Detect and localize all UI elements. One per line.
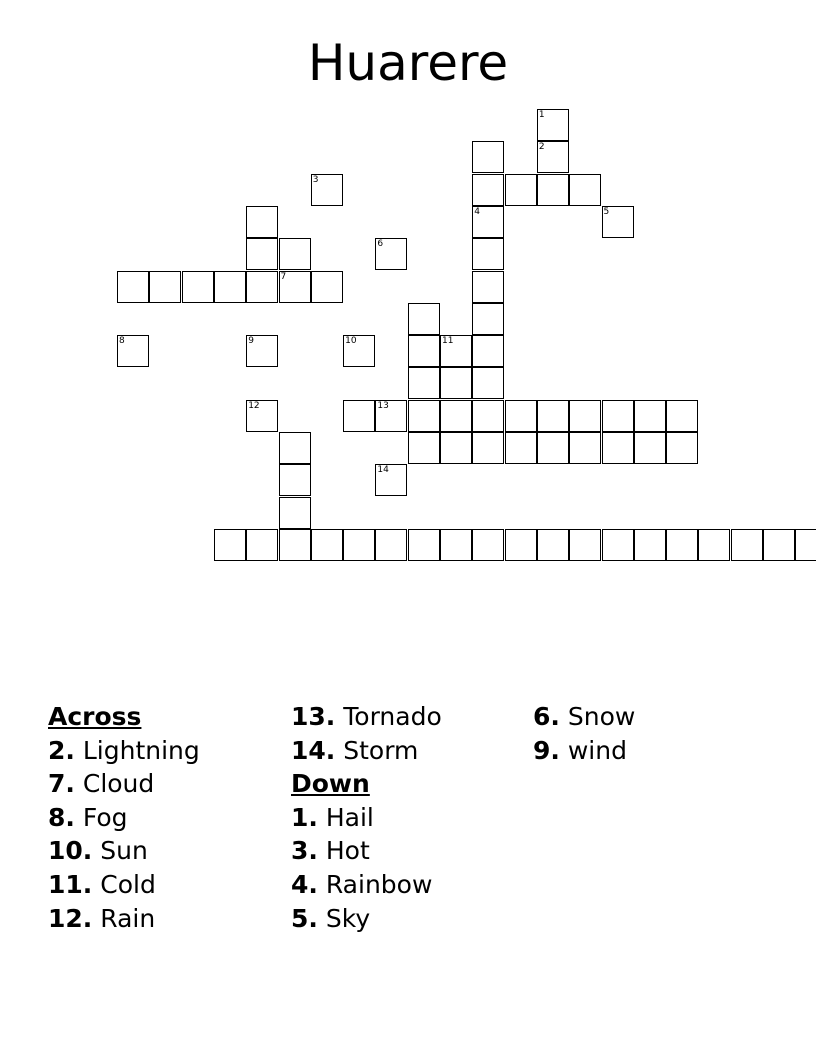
grid-cell[interactable] — [731, 529, 763, 561]
grid-cell[interactable] — [472, 238, 504, 270]
grid-cell[interactable] — [537, 400, 569, 432]
grid-cell[interactable] — [246, 400, 278, 432]
clue-down-9: 9. wind — [533, 735, 627, 765]
grid-cell[interactable] — [440, 367, 472, 399]
grid-cell[interactable] — [698, 529, 730, 561]
clue-down-4: 4. Rainbow — [291, 869, 433, 899]
grid-cell[interactable] — [505, 529, 537, 561]
grid-cell[interactable] — [505, 432, 537, 464]
grid-cell[interactable] — [472, 174, 504, 206]
grid-cell[interactable] — [602, 432, 634, 464]
grid-cell[interactable] — [311, 174, 343, 206]
grid-cell[interactable] — [375, 529, 407, 561]
clue-number: 2 — [538, 142, 545, 153]
grid-cell[interactable] — [505, 174, 537, 206]
down-heading: Down — [291, 769, 370, 799]
grid-cell[interactable] — [279, 238, 311, 270]
grid-cell[interactable] — [634, 400, 666, 432]
grid-cell[interactable] — [472, 432, 504, 464]
grid-cell[interactable] — [182, 271, 214, 303]
grid-cell[interactable] — [472, 400, 504, 432]
grid-cell[interactable] — [343, 400, 375, 432]
clue-number: 1 — [538, 110, 545, 120]
grid-cell[interactable] — [311, 529, 343, 561]
clue-across-7: 7. Cloud — [48, 769, 155, 799]
grid-cell[interactable] — [537, 174, 569, 206]
grid-cell[interactable] — [408, 400, 440, 432]
grid-cell[interactable] — [666, 400, 698, 432]
grid-cell[interactable] — [440, 335, 472, 367]
grid-cell[interactable] — [246, 238, 278, 270]
clue-down-6: 6. Snow — [533, 702, 636, 731]
grid-cell[interactable] — [343, 335, 375, 367]
clue-across-12: 12. Rain — [48, 903, 156, 933]
grid-cell[interactable] — [472, 367, 504, 399]
grid-cell[interactable] — [537, 109, 569, 141]
clue-across-8: 8. Fog — [48, 802, 128, 832]
grid-cell[interactable] — [537, 432, 569, 464]
grid-cell[interactable] — [117, 335, 149, 367]
clue-number: 7 — [280, 271, 287, 282]
clue-number: 6 — [377, 239, 384, 250]
grid-cell[interactable] — [214, 271, 246, 303]
clue-number: 10 — [345, 336, 357, 347]
grid-cell[interactable] — [279, 271, 311, 303]
clue-number: 3 — [312, 174, 319, 185]
grid-cell[interactable] — [472, 141, 504, 173]
grid-cell[interactable] — [602, 529, 634, 561]
grid-cell[interactable] — [440, 529, 472, 561]
grid-cell[interactable] — [279, 432, 311, 464]
clue-number: 5 — [603, 206, 610, 217]
grid-cell[interactable] — [408, 367, 440, 399]
grid-cell[interactable] — [763, 529, 795, 561]
grid-cell[interactable] — [666, 529, 698, 561]
grid-cell[interactable] — [440, 400, 472, 432]
grid-cell[interactable] — [246, 271, 278, 303]
puzzle-title: Huarere — [307, 34, 509, 92]
grid-cell[interactable] — [634, 529, 666, 561]
grid-cell[interactable] — [408, 335, 440, 367]
grid-cell[interactable] — [537, 529, 569, 561]
grid-cell[interactable] — [602, 400, 634, 432]
grid-cell[interactable] — [569, 174, 601, 206]
clue-number: 13 — [377, 400, 389, 411]
grid-cell[interactable] — [279, 464, 311, 496]
clue-number: 9 — [248, 336, 254, 347]
grid-cell[interactable] — [246, 529, 278, 561]
grid-cell[interactable] — [505, 400, 537, 432]
grid-cell[interactable] — [375, 400, 407, 432]
grid-cell[interactable] — [440, 432, 472, 464]
across-heading: Across — [48, 702, 142, 731]
clue-across-2: 2. Lightning — [48, 735, 200, 765]
grid-cell[interactable] — [149, 271, 181, 303]
grid-cell[interactable] — [472, 529, 504, 561]
grid-cell[interactable] — [375, 464, 407, 496]
grid-cell[interactable] — [537, 141, 569, 173]
clue-across-11: 11. Cold — [48, 869, 156, 899]
clue-column-3 — [533, 700, 635, 767]
clue-column-1 — [48, 700, 200, 935]
grid-cell[interactable] — [472, 206, 504, 238]
grid-cell[interactable] — [634, 432, 666, 464]
clue-down-5: 5. Sky — [291, 903, 371, 933]
grid-cell[interactable] — [472, 303, 504, 335]
grid-cell[interactable] — [472, 271, 504, 303]
grid-cell[interactable] — [214, 529, 246, 561]
grid-cell[interactable] — [311, 271, 343, 303]
clue-number: 12 — [248, 400, 260, 411]
grid-cell[interactable] — [569, 529, 601, 561]
grid-cell[interactable] — [472, 335, 504, 367]
grid-cell[interactable] — [666, 432, 698, 464]
grid-cell[interactable] — [246, 206, 278, 238]
grid-cell[interactable] — [375, 238, 407, 270]
clue-down-3: 3. Hot — [291, 836, 370, 866]
clue-number: 8 — [119, 336, 125, 347]
clue-across-13: 13. Tornado — [291, 702, 442, 731]
clue-number: 11 — [442, 336, 454, 347]
grid-cell[interactable] — [569, 400, 601, 432]
grid-cell[interactable] — [408, 432, 440, 464]
grid-cell[interactable] — [117, 271, 149, 303]
clue-across-14: 14. Storm — [291, 735, 419, 765]
clue-number: 14 — [377, 465, 389, 476]
grid-cell[interactable] — [343, 529, 375, 561]
grid-cell[interactable] — [408, 529, 440, 561]
clue-down-1: 1. Hail — [291, 802, 374, 832]
clue-number: 4 — [474, 206, 481, 217]
grid-cell[interactable] — [408, 303, 440, 335]
grid-cell[interactable] — [279, 529, 311, 561]
grid-cell[interactable] — [602, 206, 634, 238]
grid-cell[interactable] — [795, 529, 816, 561]
clue-across-10: 10. Sun — [48, 836, 148, 866]
grid-cell[interactable] — [279, 497, 311, 529]
grid-cell[interactable] — [246, 335, 278, 367]
clue-column-2 — [291, 700, 442, 935]
grid-cell[interactable] — [569, 432, 601, 464]
